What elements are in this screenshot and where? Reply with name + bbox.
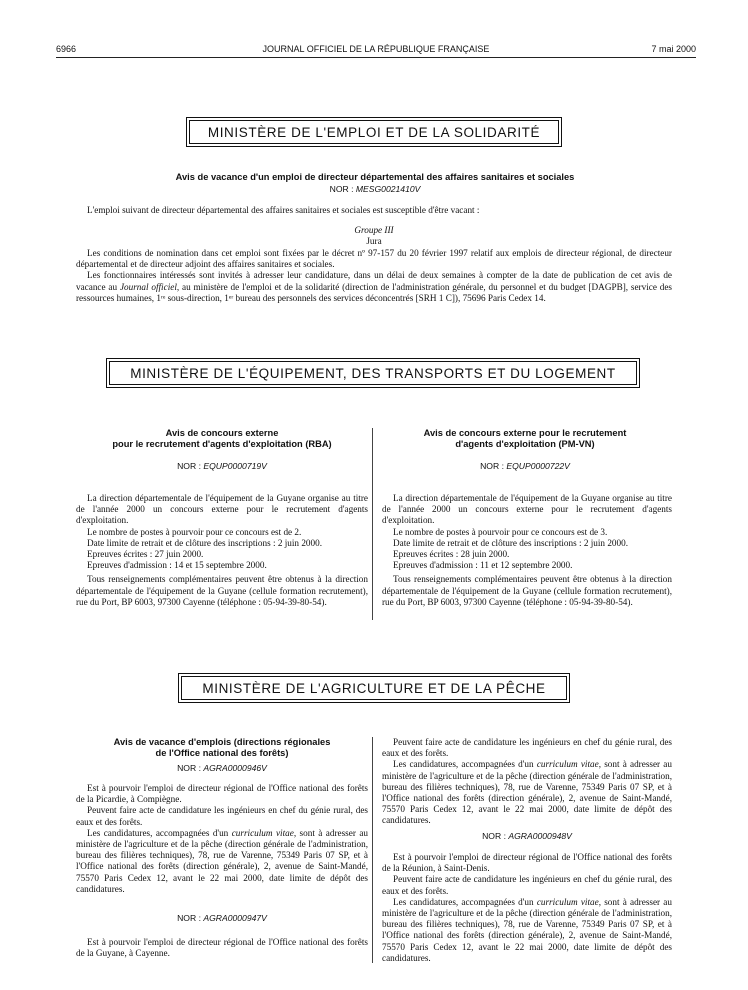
notice-body-guyane: Est à pourvoir l'emploi de directeur régional de l'Office national des forêts de la Guyane, à Cayenne. [76, 937, 368, 959]
nor-reference: NOR : AGRA0000947V [177, 913, 267, 923]
notice-intro: L'emploi suivant de directeur départemental des affaires sanitaires et sociales est susceptible d'être vacant : [87, 205, 480, 215]
nor-reference: NOR : MESG0021410V [329, 184, 421, 194]
issue-date: 7 mai 2000 [651, 44, 696, 54]
page-number: 6966 [56, 44, 77, 54]
column-divider [372, 737, 373, 963]
notice-title-rba: Avis de concours externe pour le recrutement d'agents d'exploitation (RBA) [112, 428, 332, 449]
nor-reference: NOR : EQUP0000719V [177, 461, 267, 471]
ministry-box-equipement [106, 358, 640, 388]
journal-title: JOURNAL OFFICIEL DE LA RÉPUBLIQUE FRANÇAISE [262, 44, 490, 54]
running-head [56, 44, 696, 58]
ministry-box-emploi [186, 117, 562, 147]
group-label: Groupe III [354, 225, 394, 235]
nor-reference: NOR : AGRA0000948V [482, 831, 572, 841]
ministry-title: MINISTÈRE DE L'AGRICULTURE ET DE LA PÊCHE [181, 676, 567, 700]
column-divider [372, 428, 373, 620]
notice-body: Les conditions de nomination dans cet emploi sont fixées par le décret nº 97-157 du 20 février 1997 relatif aux emplois de directeur régional, de directeur départemental et de directeur adjoint des affaires sanitaires et sociales. Les fonctionnaires intéressés sont invités à adresser leur candidature, dans un délai de deux semaines à compter de la date de publication de cet avis de vacance au Journal officiel, au ministère de l'emploi et de la solidarité (direction de l'administration générale, du personnel et du budget [DAGPB], service des ressources humaines, 1ʳᵉ sous-direction, 1ᵉʳ bureau des personnels des services déconcentrés [SRH 1 C]), 75696 Paris Cedex 14. [76, 248, 672, 303]
notice-body-picardie: Est à pourvoir l'emploi de directeur régional de l'Office national des forêts de la Picardie, à Compiègne. Peuvent faire acte de candidature les ingénieurs en chef du génie rural, des eaux et des forêts. Les candidatures, accompagnées d'un curriculum vitae, sont à adresser au ministère de l'agriculture et de la pêche (direction générale de l'administration, bureau des filières techniques), 78, rue de Varenne, 75349 Paris 07 SP, et à l'Office national des forêts (direction générale), 2, avenue de Saint-Mandé, 75570 Paris Cedex 12, avant le 22 mai 2000, date limite de dépôt des candidatures. [76, 783, 368, 894]
notice-body-rba: La direction départementale de l'équipement de la Guyane organise au titre de l'année 2000 un concours externe pour le recrutement d'agents d'exploitation. Le nombre de postes à pourvoir pour ce concours est de 2. Date limite de retrait et de clôture des inscriptions : 2 juin 2000. Epreuves écrites : 27 juin 2000. Epreuves d'admission : 14 et 15 septembre 2000. Tous renseignements complémentaires peuvent être obtenus à la direction départementale de l'équipement de la Guyane (cellule formation recrutement), rue du Port, BP 6003, 97300 Cayenne (téléphone : 05-94-39-80-54). [76, 493, 368, 607]
header-rule [56, 57, 696, 58]
notice-body-reunion: Est à pourvoir l'emploi de directeur régional de l'Office national des forêts de la Réunion, à Saint-Denis. Peuvent faire acte de candidature les ingénieurs en chef du génie rural, des eaux et des forêts. Les candidatures, accompagnées d'un curriculum vitae, sont à adresser au ministère de l'agriculture et de la pêche (direction générale de l'administration, bureau des filières techniques), 78, rue de Varenne, 75349 Paris 07 SP, et à l'Office national des forêts (direction générale), 2, avenue de Saint-Mandé, 75570 Paris Cedex 12, avant le 22 mai 2000, date limite de dépôt des candidatures. [382, 852, 672, 963]
notice-title-pmvn: Avis de concours externe pour le recrutement d'agents d'exploitation (PM-VN) [423, 428, 627, 449]
department-label: Jura [366, 236, 382, 246]
notice-title: Avis de vacance d'un emploi de directeur départemental des affaires sanitaires et sociales [175, 172, 575, 182]
nor-reference: NOR : AGRA0000946V [177, 763, 267, 773]
notice-body-guyane-cont: Peuvent faire acte de candidature les ingénieurs en chef du génie rural, des eaux et des forêts. Les candidatures, accompagnées d'un curriculum vitae, sont à adresser au ministère de l'agriculture et de la pêche (direction générale de l'administration, bureau des filières techniques), 78, rue de Varenne, 75349 Paris 07 SP, et à l'Office national des forêts (direction générale), 2, avenue de Saint-Mandé, 75570 Paris Cedex 12, avant le 22 mai 2000, date limite de dépôt des candidatures. [382, 737, 672, 826]
notice-title-onf: Avis de vacance d'emplois (directions régionales de l'Office national des forêts) [113, 737, 331, 758]
nor-reference: NOR : EQUP0000722V [480, 461, 570, 471]
ministry-box-agriculture [178, 673, 570, 703]
ministry-title: MINISTÈRE DE L'ÉQUIPEMENT, DES TRANSPORTS ET DU LOGEMENT [109, 361, 637, 385]
ministry-title: MINISTÈRE DE L'EMPLOI ET DE LA SOLIDARITÉ [189, 120, 559, 144]
notice-body-pmvn: La direction départementale de l'équipement de la Guyane organise au titre de l'année 2000 un concours externe pour le recrutement d'agents d'exploitation. Le nombre de postes à pourvoir pour ce concours est de 3. Date limite de retrait et de clôture des inscriptions : 2 juin 2000. Epreuves écrites : 28 juin 2000. Epreuves d'admission : 11 et 12 septembre 2000. Tous renseignements complémentaires peuvent être obtenus à la direction départementale de l'équipement de la Guyane (cellule formation recrutement), rue du Port, BP 6003, 97300 Cayenne (téléphone : 05-94-39-80-54). [382, 493, 672, 607]
